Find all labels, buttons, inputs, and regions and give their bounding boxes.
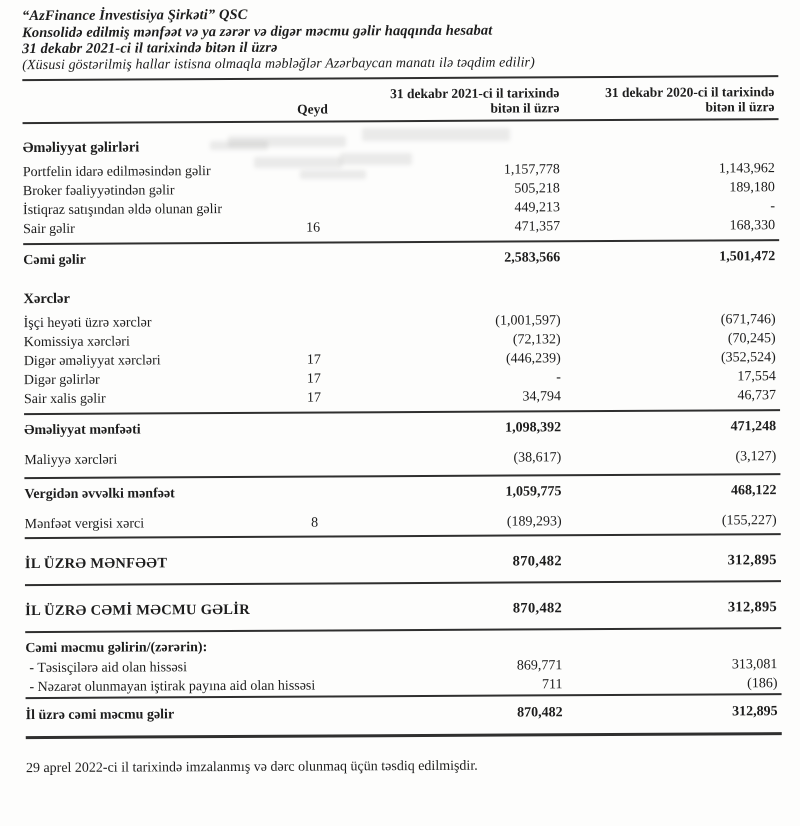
scan-artifact xyxy=(254,157,342,168)
row-value-2020: (155,227) xyxy=(721,513,777,529)
row-value-2021: 870,482 xyxy=(512,600,563,617)
scan-artifact xyxy=(300,170,366,179)
row-note-ref xyxy=(283,249,343,268)
scan-artifact xyxy=(362,128,510,141)
row-label: Maliyyə xərcləri xyxy=(24,452,118,469)
row-label: Xərclər xyxy=(23,290,70,308)
table-row xyxy=(24,409,780,445)
row-value-2021: 1,059,775 xyxy=(505,484,562,500)
table-row xyxy=(25,580,781,631)
row-value-2021: 1,098,392 xyxy=(505,420,562,436)
column-2020-header-line2: bitən il üzrə xyxy=(705,99,775,115)
row-value-2020: 468,122 xyxy=(730,483,777,499)
row-value-2020: 46,737 xyxy=(737,388,777,404)
column-2021-header-line2: bitən il üzrə xyxy=(490,100,560,116)
row-value-2020: (352,524) xyxy=(720,350,776,366)
row-note-ref xyxy=(284,449,344,468)
row-value-2021: 1,157,778 xyxy=(503,162,560,178)
row-label: Broker fəaliyyətindən gəlir xyxy=(22,183,175,200)
report-title: Konsolidə edilmiş mənfəət və ya zərər və digər məcmu gəlir haqqında hesabat xyxy=(22,22,493,41)
row-value-2020: 17,554 xyxy=(737,369,776,385)
row-label: - Təsisçilərə aid olan hissəsi xyxy=(29,660,188,677)
company-name: “AzFinance İnvestisiya Şirkəti” QSC xyxy=(21,6,248,25)
row-value-2020: 1,501,472 xyxy=(719,249,776,265)
table-row xyxy=(26,693,782,734)
currency-note: (Xüsusi göstərilmiş hallar istisna olmaqla məbləğlər Azərbaycan manatı ilə təqdim edilir) xyxy=(22,54,535,73)
column-2021-header xyxy=(342,85,559,116)
row-label: Digər əməliyyat xərcləri xyxy=(23,353,161,370)
row-label: Cəmi gəlir xyxy=(23,252,86,269)
row-note-ref xyxy=(284,312,344,331)
row-note-ref xyxy=(283,288,343,307)
row-value-2021: (38,617) xyxy=(513,450,562,466)
table-row xyxy=(25,675,781,697)
row-label: Digər gəlirlər xyxy=(23,372,100,389)
row-value-2020: 312,895 xyxy=(732,704,778,720)
table-row xyxy=(24,473,780,509)
row-value-2021: (72,132) xyxy=(512,332,561,348)
row-value-2020: 313,081 xyxy=(731,657,778,673)
table-row xyxy=(23,239,779,275)
table-body xyxy=(23,135,782,734)
row-value-2020: 189,180 xyxy=(729,180,775,196)
row-note-ref xyxy=(285,553,345,572)
table-row xyxy=(23,216,779,239)
row-note-ref: 17 xyxy=(306,390,322,406)
row-note-ref xyxy=(284,331,344,350)
row-note-ref xyxy=(285,637,345,656)
row-value-2021: (189,293) xyxy=(506,514,562,530)
table-row xyxy=(25,627,781,660)
row-label: İstiqraz satışından əldə olunan gəlir xyxy=(22,202,223,219)
row-note-ref: 17 xyxy=(306,371,321,387)
column-2020-header xyxy=(559,84,774,115)
scan-artifact xyxy=(210,141,268,150)
table-row xyxy=(25,505,781,537)
row-value-2021: (1,001,597) xyxy=(495,313,561,329)
row-note-ref xyxy=(283,199,343,218)
row-value-2021: 869,771 xyxy=(516,658,563,674)
row-value-2020: 312,895 xyxy=(727,552,777,569)
row-value-2020: 471,248 xyxy=(730,419,777,435)
row-note-ref xyxy=(284,419,344,438)
row-value-2021: - xyxy=(556,370,561,386)
row-value-2020: 1,143,962 xyxy=(718,161,775,177)
column-note-header: Qeyd xyxy=(297,101,328,117)
row-value-2020: 312,895 xyxy=(727,599,778,616)
row-value-2020 xyxy=(560,286,775,306)
row-label: Mənfəət vergisi xərci xyxy=(24,516,145,533)
row-value-2021: 2,583,566 xyxy=(504,250,561,266)
row-label: Cəmi məcmu gəlirin/(zərərin): xyxy=(25,640,208,657)
row-note-ref: 8 xyxy=(311,515,319,531)
column-2021-header-line1: 31 dekabr 2021-ci il tarixində xyxy=(390,85,560,102)
row-value-2020: (70,245) xyxy=(727,331,776,347)
row-value-2021: 449,213 xyxy=(514,200,561,216)
row-value-2021: 505,218 xyxy=(514,181,560,197)
row-value-2020: 168,330 xyxy=(729,218,776,234)
row-label: İşçi heyəti üzrə xərclər xyxy=(23,315,152,332)
row-value-2021 xyxy=(343,287,560,307)
row-value-2020: (671,746) xyxy=(720,312,776,328)
row-note-ref xyxy=(285,600,345,619)
row-note-ref: 16 xyxy=(306,220,321,236)
table-row xyxy=(25,533,781,584)
row-value-2021 xyxy=(345,636,562,656)
column-2020-header-line1: 31 dekabr 2020-ci il tarixində xyxy=(605,84,775,101)
row-label: Əməliyyat gəlirləri xyxy=(22,139,140,157)
row-label: Komissiya xərcləri xyxy=(23,334,130,351)
approval-note: 29 aprel 2022-ci il tarixində imzalanmış və dərc olunmaq üçün təsdiq edilmişdir. xyxy=(25,758,478,776)
row-note-ref: 17 xyxy=(306,352,321,368)
row-value-2021: 34,794 xyxy=(522,389,562,405)
column-label-spacer xyxy=(23,117,283,118)
row-note-ref xyxy=(286,704,346,723)
row-value-2021: 711 xyxy=(541,676,563,692)
scan-artifact xyxy=(340,153,412,165)
row-note-ref xyxy=(325,677,345,696)
row-value-2020 xyxy=(562,635,777,655)
document-header xyxy=(22,4,778,74)
row-label: Əməliyyat mənfəəti xyxy=(24,422,141,439)
row-label: Sair xalis gəlir xyxy=(23,391,106,408)
table-row xyxy=(24,386,780,409)
row-note-ref xyxy=(284,483,344,502)
row-value-2020: (186) xyxy=(747,675,778,691)
row-value-2021: (446,239) xyxy=(505,351,561,367)
row-value-2021: 471,357 xyxy=(514,219,561,235)
row-value-2020: (3,127) xyxy=(735,449,777,465)
row-value-2020: - xyxy=(770,199,776,215)
row-label: Portfelin idarə edilməsindən gəlir xyxy=(22,164,211,181)
report-period: 31 dekabr 2021-ci il tarixində bitən il üzrə xyxy=(22,39,278,58)
row-label: - Nəzarət olunmayan iştirak payına aid olan hissəsi xyxy=(29,678,316,695)
row-label: Sair gəlir xyxy=(23,221,75,238)
table-row xyxy=(24,441,780,473)
row-label: İL ÜZRƏ MƏNFƏƏT xyxy=(24,555,168,573)
row-value-2021: 870,482 xyxy=(517,705,563,721)
row-value-2020 xyxy=(560,135,775,155)
row-label: İl üzrə cəmi məcmu gəlir xyxy=(25,707,175,724)
row-note-ref xyxy=(283,180,343,199)
table-column-headers xyxy=(22,77,778,122)
row-label: İL ÜZRƏ CƏMİ MƏCMU GƏLİR xyxy=(25,601,251,620)
row-note-ref xyxy=(325,658,345,677)
row-label: Vergidən əvvəlki mənfəət xyxy=(24,486,175,503)
row-value-2021: 870,482 xyxy=(512,553,562,570)
